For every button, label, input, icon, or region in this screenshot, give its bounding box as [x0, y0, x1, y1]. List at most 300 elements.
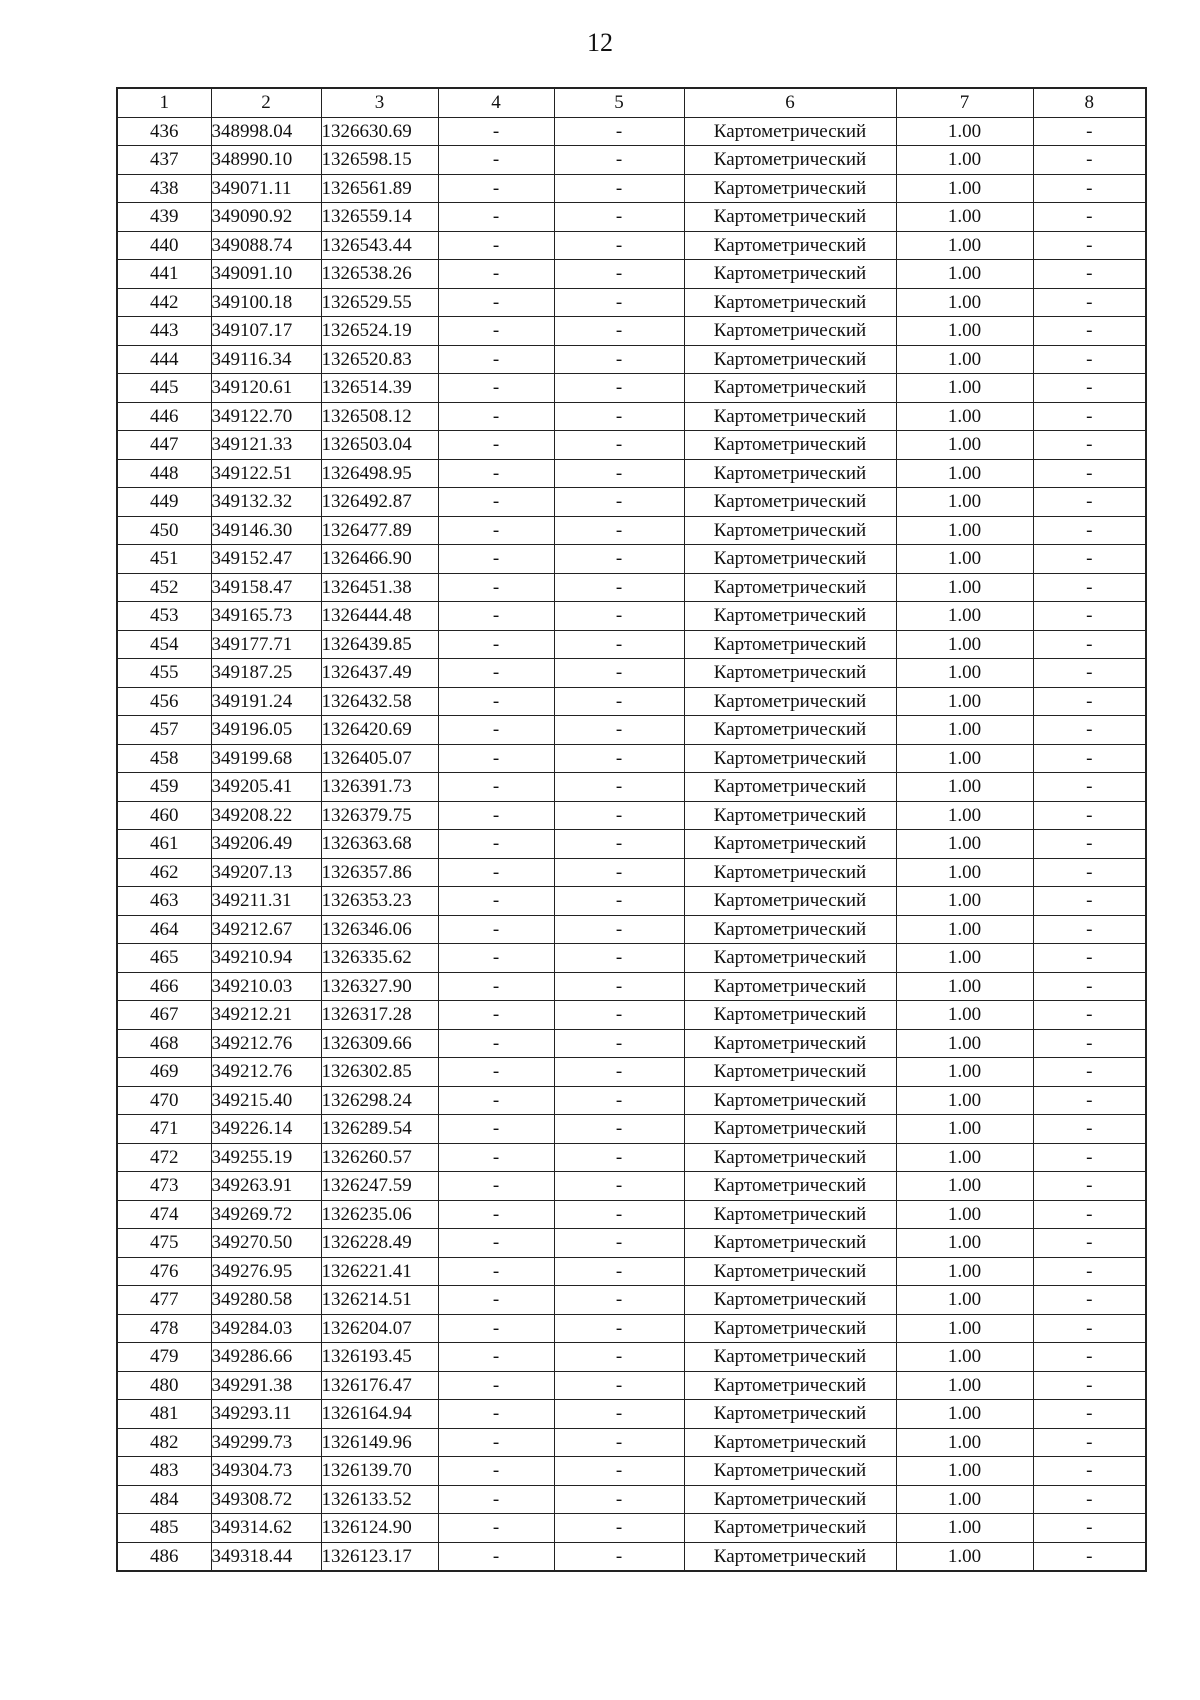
- accuracy-cell: 1.00: [896, 944, 1033, 973]
- method-cell: Картометрический: [684, 659, 896, 688]
- y-coordinate-cell: 1326630.69: [321, 117, 438, 146]
- col5-value-cell: -: [554, 459, 684, 488]
- col5-value-cell: -: [554, 317, 684, 346]
- table-row: [117, 174, 1146, 203]
- method-cell: Картометрический: [684, 459, 896, 488]
- accuracy-cell: 1.00: [896, 1115, 1033, 1144]
- col8-value-cell: -: [1033, 488, 1146, 517]
- table-row: [117, 231, 1146, 260]
- col8-value-cell: -: [1033, 1286, 1146, 1315]
- x-coordinate-cell: 349205.41: [211, 773, 321, 802]
- y-coordinate-cell: 1326437.49: [321, 659, 438, 688]
- method-cell: Картометрический: [684, 1143, 896, 1172]
- x-coordinate-cell: 349116.34: [211, 345, 321, 374]
- point-number-cell: 474: [117, 1200, 211, 1229]
- col5-value-cell: -: [554, 1286, 684, 1315]
- col8-value-cell: -: [1033, 174, 1146, 203]
- table-row: [117, 1115, 1146, 1144]
- col5-value-cell: -: [554, 1001, 684, 1030]
- accuracy-cell: 1.00: [896, 1086, 1033, 1115]
- col4-value-cell: -: [438, 1400, 554, 1429]
- method-cell: Картометрический: [684, 431, 896, 460]
- col4-value-cell: -: [438, 203, 554, 232]
- method-cell: Картометрический: [684, 317, 896, 346]
- accuracy-cell: 1.00: [896, 887, 1033, 916]
- table-row: [117, 203, 1146, 232]
- accuracy-cell: 1.00: [896, 716, 1033, 745]
- x-coordinate-cell: 349291.38: [211, 1371, 321, 1400]
- column-header-6: 6: [684, 88, 896, 117]
- point-number-cell: 441: [117, 260, 211, 289]
- x-coordinate-cell: 349090.92: [211, 203, 321, 232]
- col4-value-cell: -: [438, 146, 554, 175]
- table-row: [117, 801, 1146, 830]
- method-cell: Картометрический: [684, 260, 896, 289]
- col4-value-cell: -: [438, 1371, 554, 1400]
- col8-value-cell: -: [1033, 773, 1146, 802]
- table-row: [117, 260, 1146, 289]
- y-coordinate-cell: 1326405.07: [321, 744, 438, 773]
- method-cell: Картометрический: [684, 288, 896, 317]
- x-coordinate-cell: 349132.32: [211, 488, 321, 517]
- col4-value-cell: -: [438, 317, 554, 346]
- table-row: [117, 1086, 1146, 1115]
- table-row: [117, 573, 1146, 602]
- col8-value-cell: -: [1033, 915, 1146, 944]
- col8-value-cell: -: [1033, 317, 1146, 346]
- table-row: [117, 1058, 1146, 1087]
- method-cell: Картометрический: [684, 1542, 896, 1571]
- y-coordinate-cell: 1326204.07: [321, 1314, 438, 1343]
- col4-value-cell: -: [438, 374, 554, 403]
- col4-value-cell: -: [438, 1286, 554, 1315]
- y-coordinate-cell: 1326346.06: [321, 915, 438, 944]
- col8-value-cell: -: [1033, 402, 1146, 431]
- accuracy-cell: 1.00: [896, 915, 1033, 944]
- table-row: [117, 545, 1146, 574]
- table-row: [117, 744, 1146, 773]
- col8-value-cell: -: [1033, 1485, 1146, 1514]
- y-coordinate-cell: 1326327.90: [321, 972, 438, 1001]
- point-number-cell: 471: [117, 1115, 211, 1144]
- table-body: [117, 117, 1146, 1571]
- column-header-4: 4: [438, 88, 554, 117]
- table-row: [117, 858, 1146, 887]
- col4-value-cell: -: [438, 1001, 554, 1030]
- table-row: [117, 915, 1146, 944]
- method-cell: Картометрический: [684, 374, 896, 403]
- point-number-cell: 463: [117, 887, 211, 916]
- x-coordinate-cell: 348998.04: [211, 117, 321, 146]
- col8-value-cell: -: [1033, 1058, 1146, 1087]
- point-number-cell: 444: [117, 345, 211, 374]
- table-row: [117, 1286, 1146, 1315]
- col5-value-cell: -: [554, 1428, 684, 1457]
- point-number-cell: 450: [117, 516, 211, 545]
- col8-value-cell: -: [1033, 545, 1146, 574]
- y-coordinate-cell: 1326309.66: [321, 1029, 438, 1058]
- col8-value-cell: -: [1033, 459, 1146, 488]
- col4-value-cell: -: [438, 1115, 554, 1144]
- x-coordinate-cell: 349091.10: [211, 260, 321, 289]
- col5-value-cell: -: [554, 716, 684, 745]
- col5-value-cell: -: [554, 1200, 684, 1229]
- col4-value-cell: -: [438, 1257, 554, 1286]
- x-coordinate-cell: 349226.14: [211, 1115, 321, 1144]
- accuracy-cell: 1.00: [896, 1485, 1033, 1514]
- table-row: [117, 1343, 1146, 1372]
- table-row: [117, 1371, 1146, 1400]
- col8-value-cell: -: [1033, 288, 1146, 317]
- accuracy-cell: 1.00: [896, 516, 1033, 545]
- column-header-3: 3: [321, 88, 438, 117]
- table-row: [117, 1485, 1146, 1514]
- point-number-cell: 437: [117, 146, 211, 175]
- col5-value-cell: -: [554, 915, 684, 944]
- method-cell: Картометрический: [684, 1172, 896, 1201]
- x-coordinate-cell: 349212.76: [211, 1058, 321, 1087]
- point-number-cell: 470: [117, 1086, 211, 1115]
- column-header-1: 1: [117, 88, 211, 117]
- y-coordinate-cell: 1326235.06: [321, 1200, 438, 1229]
- x-coordinate-cell: 349270.50: [211, 1229, 321, 1258]
- col5-value-cell: -: [554, 687, 684, 716]
- y-coordinate-cell: 1326228.49: [321, 1229, 438, 1258]
- col5-value-cell: -: [554, 1514, 684, 1543]
- method-cell: Картометрический: [684, 602, 896, 631]
- y-coordinate-cell: 1326335.62: [321, 944, 438, 973]
- table-row: [117, 1172, 1146, 1201]
- method-cell: Картометрический: [684, 1428, 896, 1457]
- col8-value-cell: -: [1033, 887, 1146, 916]
- col4-value-cell: -: [438, 602, 554, 631]
- col4-value-cell: -: [438, 830, 554, 859]
- y-coordinate-cell: 1326432.58: [321, 687, 438, 716]
- x-coordinate-cell: 349293.11: [211, 1400, 321, 1429]
- table-row: [117, 1029, 1146, 1058]
- col8-value-cell: -: [1033, 858, 1146, 887]
- y-coordinate-cell: 1326298.24: [321, 1086, 438, 1115]
- y-coordinate-cell: 1326561.89: [321, 174, 438, 203]
- method-cell: Картометрический: [684, 1514, 896, 1543]
- column-header-7: 7: [896, 88, 1033, 117]
- col5-value-cell: -: [554, 1058, 684, 1087]
- col5-value-cell: -: [554, 972, 684, 1001]
- col4-value-cell: -: [438, 1514, 554, 1543]
- y-coordinate-cell: 1326559.14: [321, 203, 438, 232]
- method-cell: Картометрический: [684, 944, 896, 973]
- point-number-cell: 449: [117, 488, 211, 517]
- col5-value-cell: -: [554, 830, 684, 859]
- method-cell: Картометрический: [684, 1257, 896, 1286]
- col8-value-cell: -: [1033, 1542, 1146, 1571]
- point-number-cell: 440: [117, 231, 211, 260]
- table-row: [117, 659, 1146, 688]
- col4-value-cell: -: [438, 516, 554, 545]
- point-number-cell: 472: [117, 1143, 211, 1172]
- method-cell: Картометрический: [684, 744, 896, 773]
- accuracy-cell: 1.00: [896, 972, 1033, 1001]
- table-row: [117, 1457, 1146, 1486]
- col4-value-cell: -: [438, 459, 554, 488]
- x-coordinate-cell: 349177.71: [211, 630, 321, 659]
- accuracy-cell: 1.00: [896, 146, 1033, 175]
- method-cell: Картометрический: [684, 887, 896, 916]
- accuracy-cell: 1.00: [896, 858, 1033, 887]
- table-row: [117, 488, 1146, 517]
- x-coordinate-cell: 349187.25: [211, 659, 321, 688]
- table-row: [117, 716, 1146, 745]
- col8-value-cell: -: [1033, 1400, 1146, 1429]
- y-coordinate-cell: 1326149.96: [321, 1428, 438, 1457]
- col8-value-cell: -: [1033, 1371, 1146, 1400]
- accuracy-cell: 1.00: [896, 630, 1033, 659]
- y-coordinate-cell: 1326391.73: [321, 773, 438, 802]
- y-coordinate-cell: 1326139.70: [321, 1457, 438, 1486]
- point-number-cell: 465: [117, 944, 211, 973]
- point-number-cell: 469: [117, 1058, 211, 1087]
- table-row: [117, 516, 1146, 545]
- table-row: [117, 972, 1146, 1001]
- table-row: [117, 1428, 1146, 1457]
- col4-value-cell: -: [438, 1172, 554, 1201]
- table-row: [117, 630, 1146, 659]
- point-number-cell: 443: [117, 317, 211, 346]
- accuracy-cell: 1.00: [896, 459, 1033, 488]
- table-header-row: [117, 88, 1146, 117]
- method-cell: Картометрический: [684, 716, 896, 745]
- col8-value-cell: -: [1033, 687, 1146, 716]
- point-number-cell: 451: [117, 545, 211, 574]
- col5-value-cell: -: [554, 288, 684, 317]
- y-coordinate-cell: 1326444.48: [321, 602, 438, 631]
- accuracy-cell: 1.00: [896, 117, 1033, 146]
- col8-value-cell: -: [1033, 1514, 1146, 1543]
- point-number-cell: 438: [117, 174, 211, 203]
- accuracy-cell: 1.00: [896, 374, 1033, 403]
- method-cell: Картометрический: [684, 488, 896, 517]
- x-coordinate-cell: 349100.18: [211, 288, 321, 317]
- col4-value-cell: -: [438, 545, 554, 574]
- x-coordinate-cell: 349263.91: [211, 1172, 321, 1201]
- col8-value-cell: -: [1033, 374, 1146, 403]
- col5-value-cell: -: [554, 1172, 684, 1201]
- method-cell: Картометрический: [684, 174, 896, 203]
- table-row: [117, 431, 1146, 460]
- x-coordinate-cell: 349088.74: [211, 231, 321, 260]
- y-coordinate-cell: 1326543.44: [321, 231, 438, 260]
- point-number-cell: 485: [117, 1514, 211, 1543]
- col5-value-cell: -: [554, 1029, 684, 1058]
- column-header-2: 2: [211, 88, 321, 117]
- method-cell: Картометрический: [684, 1371, 896, 1400]
- point-number-cell: 476: [117, 1257, 211, 1286]
- col4-value-cell: -: [438, 887, 554, 916]
- col8-value-cell: -: [1033, 117, 1146, 146]
- accuracy-cell: 1.00: [896, 1058, 1033, 1087]
- y-coordinate-cell: 1326439.85: [321, 630, 438, 659]
- col4-value-cell: -: [438, 431, 554, 460]
- y-coordinate-cell: 1326214.51: [321, 1286, 438, 1315]
- table-row: [117, 288, 1146, 317]
- accuracy-cell: 1.00: [896, 1314, 1033, 1343]
- accuracy-cell: 1.00: [896, 488, 1033, 517]
- col4-value-cell: -: [438, 915, 554, 944]
- col5-value-cell: -: [554, 602, 684, 631]
- col8-value-cell: -: [1033, 1314, 1146, 1343]
- col5-value-cell: -: [554, 345, 684, 374]
- accuracy-cell: 1.00: [896, 801, 1033, 830]
- col4-value-cell: -: [438, 1086, 554, 1115]
- point-number-cell: 483: [117, 1457, 211, 1486]
- col8-value-cell: -: [1033, 1001, 1146, 1030]
- point-number-cell: 454: [117, 630, 211, 659]
- col8-value-cell: -: [1033, 260, 1146, 289]
- accuracy-cell: 1.00: [896, 1029, 1033, 1058]
- col5-value-cell: -: [554, 1371, 684, 1400]
- method-cell: Картометрический: [684, 630, 896, 659]
- x-coordinate-cell: 349158.47: [211, 573, 321, 602]
- col8-value-cell: -: [1033, 972, 1146, 1001]
- table-row: [117, 1001, 1146, 1030]
- accuracy-cell: 1.00: [896, 830, 1033, 859]
- point-number-cell: 446: [117, 402, 211, 431]
- col5-value-cell: -: [554, 944, 684, 973]
- accuracy-cell: 1.00: [896, 402, 1033, 431]
- col4-value-cell: -: [438, 1058, 554, 1087]
- accuracy-cell: 1.00: [896, 1143, 1033, 1172]
- x-coordinate-cell: 349215.40: [211, 1086, 321, 1115]
- method-cell: Картометрический: [684, 545, 896, 574]
- col8-value-cell: -: [1033, 345, 1146, 374]
- y-coordinate-cell: 1326379.75: [321, 801, 438, 830]
- method-cell: Картометрический: [684, 345, 896, 374]
- method-cell: Картометрический: [684, 203, 896, 232]
- table-row: [117, 602, 1146, 631]
- x-coordinate-cell: 349208.22: [211, 801, 321, 830]
- col5-value-cell: -: [554, 260, 684, 289]
- table-row: [117, 1400, 1146, 1429]
- x-coordinate-cell: 349299.73: [211, 1428, 321, 1457]
- col5-value-cell: -: [554, 1229, 684, 1258]
- method-cell: Картометрический: [684, 801, 896, 830]
- method-cell: Картометрический: [684, 402, 896, 431]
- x-coordinate-cell: 349212.67: [211, 915, 321, 944]
- method-cell: Картометрический: [684, 1286, 896, 1315]
- col5-value-cell: -: [554, 117, 684, 146]
- method-cell: Картометрический: [684, 830, 896, 859]
- col4-value-cell: -: [438, 659, 554, 688]
- x-coordinate-cell: 349207.13: [211, 858, 321, 887]
- point-number-cell: 480: [117, 1371, 211, 1400]
- col8-value-cell: -: [1033, 1257, 1146, 1286]
- col8-value-cell: -: [1033, 431, 1146, 460]
- method-cell: Картометрический: [684, 972, 896, 1001]
- x-coordinate-cell: 349196.05: [211, 716, 321, 745]
- col4-value-cell: -: [438, 858, 554, 887]
- col5-value-cell: -: [554, 1400, 684, 1429]
- method-cell: Картометрический: [684, 1029, 896, 1058]
- col4-value-cell: -: [438, 801, 554, 830]
- table-row: [117, 687, 1146, 716]
- col4-value-cell: -: [438, 1314, 554, 1343]
- col4-value-cell: -: [438, 573, 554, 602]
- table-row: [117, 1229, 1146, 1258]
- x-coordinate-cell: 349120.61: [211, 374, 321, 403]
- point-number-cell: 475: [117, 1229, 211, 1258]
- col5-value-cell: -: [554, 374, 684, 403]
- point-number-cell: 481: [117, 1400, 211, 1429]
- col5-value-cell: -: [554, 744, 684, 773]
- table-row: [117, 374, 1146, 403]
- y-coordinate-cell: 1326247.59: [321, 1172, 438, 1201]
- accuracy-cell: 1.00: [896, 1542, 1033, 1571]
- y-coordinate-cell: 1326451.38: [321, 573, 438, 602]
- accuracy-cell: 1.00: [896, 1371, 1033, 1400]
- col4-value-cell: -: [438, 231, 554, 260]
- col4-value-cell: -: [438, 687, 554, 716]
- accuracy-cell: 1.00: [896, 1172, 1033, 1201]
- x-coordinate-cell: 349152.47: [211, 545, 321, 574]
- method-cell: Картометрический: [684, 231, 896, 260]
- col4-value-cell: -: [438, 402, 554, 431]
- method-cell: Картометрический: [684, 146, 896, 175]
- col4-value-cell: -: [438, 1343, 554, 1372]
- col4-value-cell: -: [438, 944, 554, 973]
- method-cell: Картометрический: [684, 1115, 896, 1144]
- point-number-cell: 458: [117, 744, 211, 773]
- col8-value-cell: -: [1033, 1457, 1146, 1486]
- col8-value-cell: -: [1033, 1343, 1146, 1372]
- accuracy-cell: 1.00: [896, 1001, 1033, 1030]
- table-row: [117, 1257, 1146, 1286]
- accuracy-cell: 1.00: [896, 174, 1033, 203]
- x-coordinate-cell: 349210.94: [211, 944, 321, 973]
- table-row: [117, 459, 1146, 488]
- col5-value-cell: -: [554, 545, 684, 574]
- table-row: [117, 1542, 1146, 1571]
- col5-value-cell: -: [554, 1457, 684, 1486]
- x-coordinate-cell: 349121.33: [211, 431, 321, 460]
- y-coordinate-cell: 1326529.55: [321, 288, 438, 317]
- x-coordinate-cell: 349071.11: [211, 174, 321, 203]
- accuracy-cell: 1.00: [896, 1200, 1033, 1229]
- y-coordinate-cell: 1326289.54: [321, 1115, 438, 1144]
- accuracy-cell: 1.00: [896, 317, 1033, 346]
- x-coordinate-cell: 349107.17: [211, 317, 321, 346]
- y-coordinate-cell: 1326123.17: [321, 1542, 438, 1571]
- point-number-cell: 442: [117, 288, 211, 317]
- col4-value-cell: -: [438, 1143, 554, 1172]
- y-coordinate-cell: 1326260.57: [321, 1143, 438, 1172]
- point-number-cell: 477: [117, 1286, 211, 1315]
- col8-value-cell: -: [1033, 1086, 1146, 1115]
- accuracy-cell: 1.00: [896, 1286, 1033, 1315]
- method-cell: Картометрический: [684, 1343, 896, 1372]
- x-coordinate-cell: 349206.49: [211, 830, 321, 859]
- table-row: [117, 317, 1146, 346]
- col4-value-cell: -: [438, 630, 554, 659]
- col4-value-cell: -: [438, 117, 554, 146]
- accuracy-cell: 1.00: [896, 573, 1033, 602]
- col4-value-cell: -: [438, 716, 554, 745]
- col5-value-cell: -: [554, 1485, 684, 1514]
- col5-value-cell: -: [554, 1143, 684, 1172]
- point-number-cell: 486: [117, 1542, 211, 1571]
- col5-value-cell: -: [554, 887, 684, 916]
- point-number-cell: 467: [117, 1001, 211, 1030]
- accuracy-cell: 1.00: [896, 687, 1033, 716]
